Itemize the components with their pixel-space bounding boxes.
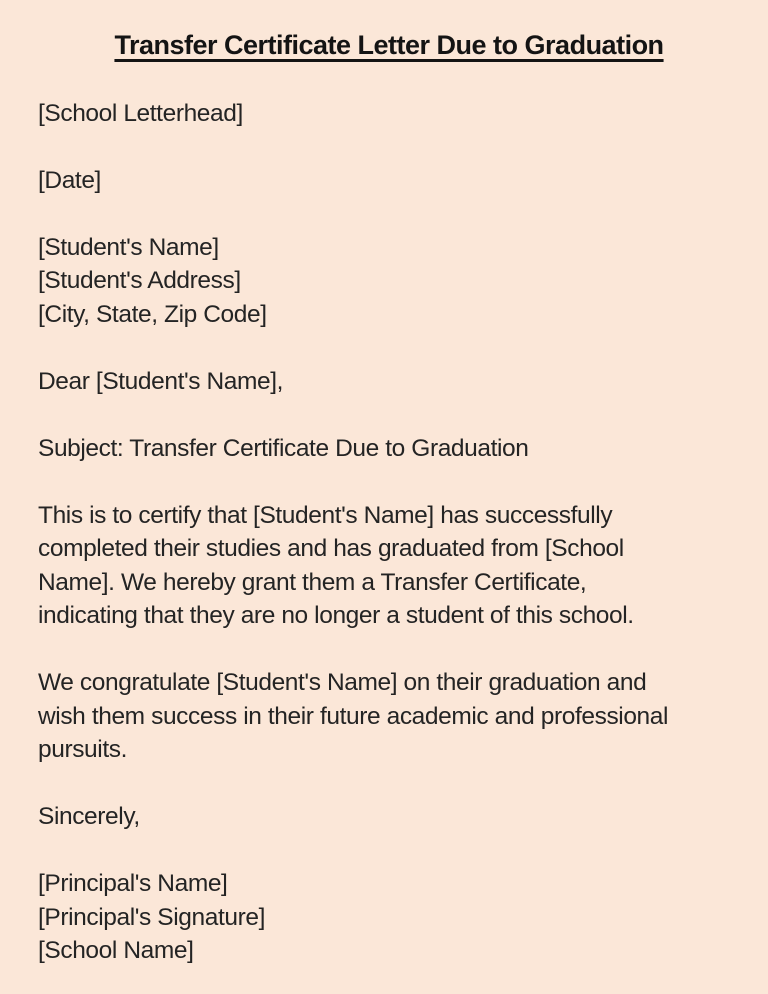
body-paragraph-2-line: wish them success in their future academic and professional xyxy=(38,702,669,730)
body-paragraph-2-line: We congratulate [Student's Name] on their graduation and xyxy=(38,669,647,696)
school-name-line: [School Name] xyxy=(38,937,194,964)
salutation xyxy=(38,365,740,399)
body-paragraph-1 xyxy=(38,499,740,633)
body-paragraph-2-line: pursuits. xyxy=(38,736,127,763)
recipient-name-line: [Student's Name] xyxy=(38,233,219,261)
salutation-text: Dear [Student's Name], xyxy=(38,367,284,395)
body-paragraph-2 xyxy=(38,666,740,767)
closing xyxy=(38,800,740,834)
letterhead-placeholder xyxy=(38,97,740,131)
principal-signature-line: [Principal's Signature] xyxy=(38,903,265,931)
body-paragraph-1-line: This is to certify that [Student's Name] has successfully xyxy=(38,501,613,529)
document-title: Transfer Certificate Letter Due to Graduation xyxy=(114,30,664,60)
recipient-address-line: [Student's Address] xyxy=(38,267,241,294)
date-placeholder xyxy=(38,164,740,198)
subject-text: Subject: Transfer Certificate Due to Graduation xyxy=(38,434,529,462)
body-paragraph-1-line: Name]. We hereby grant them a Transfer Certificate, xyxy=(38,568,587,596)
body-paragraph-1-line: completed their studies and has graduated from [School xyxy=(38,535,624,562)
subject-line xyxy=(38,432,740,466)
principal-name-line: [Principal's Name] xyxy=(38,870,228,897)
letterhead-text: [School Letterhead] xyxy=(38,99,243,127)
signature-block xyxy=(38,867,740,968)
body-paragraph-1-line: indicating that they are no longer a student of this school. xyxy=(38,602,634,629)
date-text: [Date] xyxy=(38,166,101,194)
recipient-block xyxy=(38,231,740,332)
closing-text: Sincerely, xyxy=(38,803,140,830)
recipient-city-state-zip-line: [City, State, Zip Code] xyxy=(38,300,267,328)
